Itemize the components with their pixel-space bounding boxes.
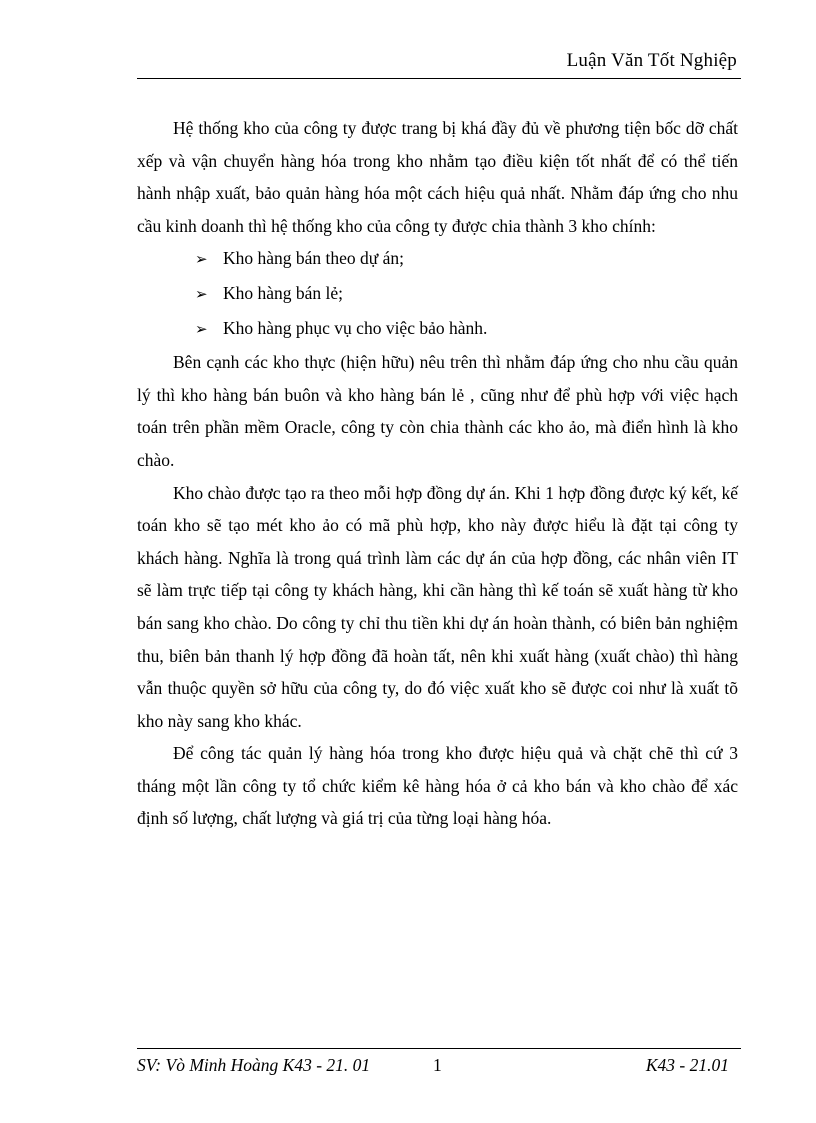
document-body (137, 112, 738, 835)
list-item-text: Kho hàng bán theo dự án; (223, 248, 405, 269)
page-number: 1 (433, 1055, 442, 1075)
list-item (137, 312, 738, 347)
page-footer (137, 1048, 741, 1089)
header-title: Luận Văn Tốt Nghiệp (566, 50, 737, 71)
body-paragraph: Để công tác quản lý hàng hóa trong kho được hiệu quả và chặt chẽ thì cứ 3 tháng một lần công ty tổ chức kiểm kê hàng hóa ở cả kho bán và kho chào để xác định số lượng, chất lượng và giá trị của từng loại hàng hóa. (137, 743, 738, 829)
list-item-text: Kho hàng phục vụ cho việc bảo hành. (223, 317, 488, 338)
page-header (137, 44, 741, 79)
arrowhead-bullet-icon: ➢ (195, 252, 208, 269)
list-item-text: Kho hàng bán lẻ; (223, 282, 344, 303)
warehouse-list (137, 242, 738, 346)
footer-class-code: K43 - 21.01 (645, 1055, 729, 1075)
body-paragraph: Bên cạnh các kho thực (hiện hữu) nêu trên thì nhằm đáp ứng cho nhu cầu quản lý thì kho hàng bán buôn và kho hàng bán lẻ , cũng như để phù hợp với việc hạch toán trên phần mềm Oracle, công ty còn chia thành các kho ảo, mà điển hình là kho chào. (137, 352, 738, 470)
arrowhead-bullet-icon: ➢ (195, 321, 208, 338)
list-item (137, 242, 738, 277)
body-paragraph: Hệ thống kho của công ty được trang bị khá đầy đủ về phương tiện bốc dỡ chất xếp và vận chuyển hàng hóa trong kho nhằm tạo điều kiện tốt nhất để có thể tiến hành nhập xuất, bảo quản hàng hóa một cách hiệu quả nhất. Nhằm đáp ứng cho nhu cầu kinh doanh thì hệ thống kho của công ty được chia thành 3 kho chính: (137, 118, 738, 236)
arrowhead-bullet-icon: ➢ (195, 286, 208, 303)
footer-author: SV: Vò Minh Hoàng K43 - 21. 01 (137, 1055, 371, 1075)
list-item (137, 277, 738, 312)
body-paragraph: Kho chào được tạo ra theo mỗi hợp đồng dự án. Khi 1 hợp đồng được ký kết, kế toán kho sẽ tạo mét kho ảo có mã phù hợp, kho này được hiểu là đặt tại công ty khách hàng. Nghĩa là trong quá trình làm các dự án của hợp đồng, các nhân viên IT sẽ làm trực tiếp tại công ty khách hàng, khi cần hàng thì kế toán sẽ xuất hàng từ kho bán sang kho chào. Do công ty chỉ thu tiền khi dự án hoàn thành, có biên bản nghiệm thu, biên bản thanh lý hợp đồng đã hoàn tất, nên khi xuất hàng (xuất chào) thì hàng vẫn thuộc quyền sở hữu của công ty, do đó việc xuất kho sẽ được coi như là xuất tõ kho này sang kho khác. (137, 482, 738, 731)
